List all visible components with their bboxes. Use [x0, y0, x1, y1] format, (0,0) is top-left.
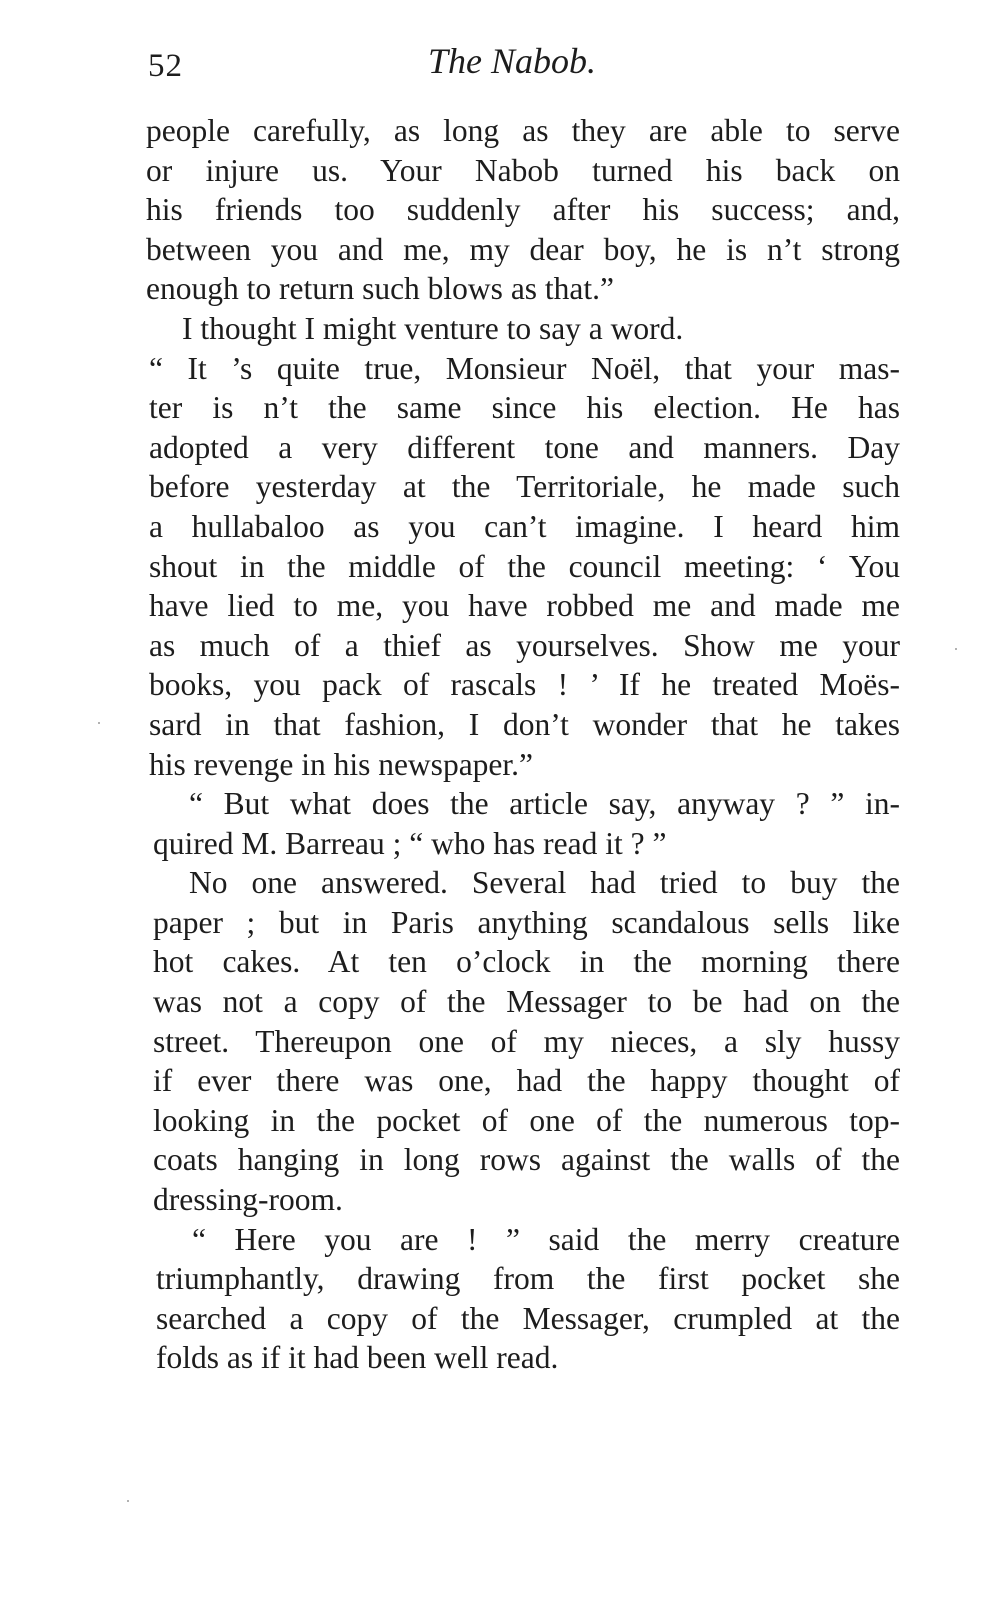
paper-speck: [98, 722, 100, 724]
text-line: coats hanging in long rows against the walls of the: [153, 1142, 900, 1178]
text-line: “ Here you are ! ” said the merry creature: [192, 1221, 900, 1257]
text-line: as much of a thief as yourselves. Show me your: [149, 627, 900, 663]
text-line: folds as if it had been well read.: [156, 1340, 559, 1376]
text-line: before yesterday at the Territoriale, he made such: [149, 469, 900, 505]
running-title: The Nabob.: [428, 41, 597, 81]
text-line: dressing-room.: [153, 1182, 343, 1218]
text-line: have lied to me, you have robbed me and made me: [149, 588, 900, 624]
text-line: looking in the pocket of one of the numerous top-: [153, 1102, 900, 1138]
text-line: a hullabaloo as you can’t imagine. I heard him: [149, 508, 900, 544]
text-line: “ It ’s quite true, Monsieur Noël, that your mas-: [149, 350, 900, 386]
text-line: hot cakes. At ten o’clock in the morning there: [153, 944, 900, 980]
running-head: [148, 38, 896, 88]
text-line: enough to return such blows as that.”: [146, 271, 615, 307]
text-line: if ever there was one, had the happy thought of: [153, 1063, 900, 1099]
text-line: or injure us. Your Nabob turned his back on: [146, 152, 900, 188]
text-line: his revenge in his newspaper.”: [149, 746, 534, 782]
text-line: people carefully, as long as they are able to serve: [146, 113, 900, 148]
text-line: searched a copy of the Messager, crumpled at the: [156, 1300, 900, 1336]
text-line: books, you pack of rascals ! ’ If he treated Moës-: [149, 667, 900, 703]
text-line: ter is n’t the same since his election. He has: [149, 390, 900, 426]
paper-speck: [955, 648, 957, 650]
text-line: paper ; but in Paris anything scandalous sells like: [153, 904, 900, 940]
paper-speck: [127, 1500, 129, 1502]
text-line: sard in that fashion, I don’t wonder that he takes: [149, 706, 900, 742]
text-line: I thought I might venture to say a word.: [182, 310, 684, 346]
text-line: triumphantly, drawing from the first pocket she: [156, 1261, 900, 1297]
text-line: adopted a very different tone and manners. Day: [149, 429, 900, 465]
text-line: quired M. Barreau ; “ who has read it ? ”: [153, 825, 667, 861]
text-line: between you and me, my dear boy, he is n’t strong: [146, 231, 900, 267]
text-line: was not a copy of the Messager to be had on the: [153, 984, 900, 1020]
text-line: street. Thereupon one of my nieces, a sly hussy: [153, 1023, 900, 1059]
text-line: shout in the middle of the council meeting: ‘ You: [149, 548, 900, 584]
text-line: “ But what does the article say, anyway ? ” in-: [189, 786, 900, 822]
body-text: [146, 111, 900, 1378]
text-line: his friends too suddenly after his success; and,: [146, 192, 900, 228]
page-number: 52: [148, 48, 183, 84]
text-line: No one answered. Several had tried to buy the: [189, 865, 900, 901]
